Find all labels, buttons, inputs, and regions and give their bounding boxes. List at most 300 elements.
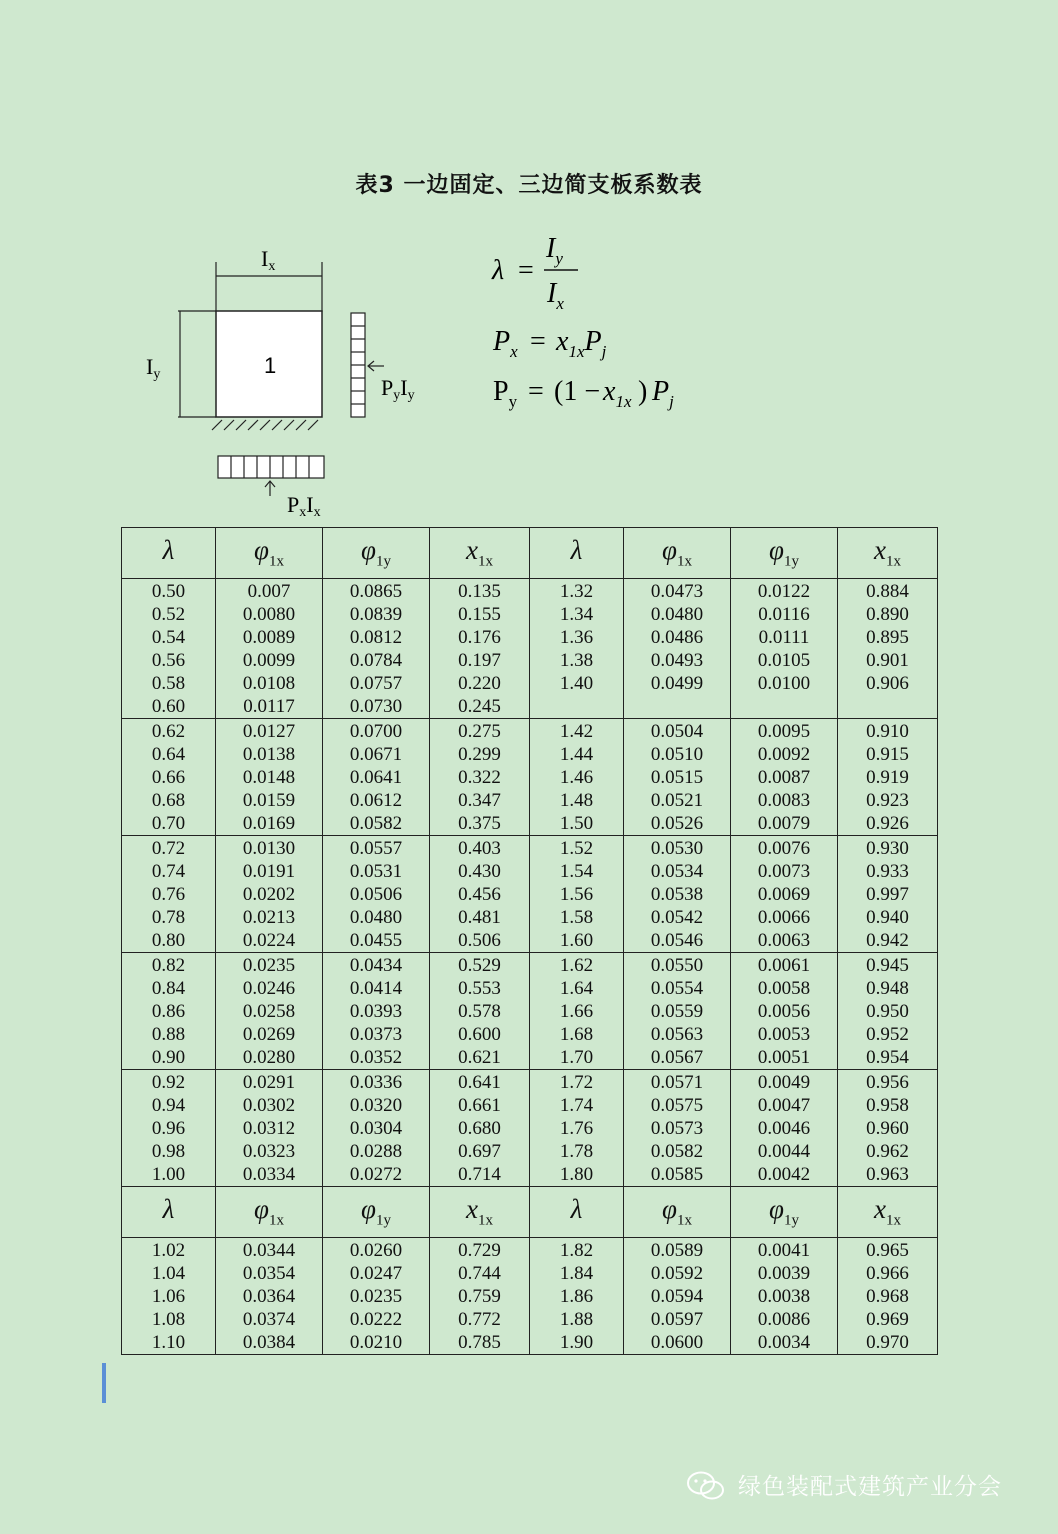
col-header: λ	[530, 1187, 624, 1238]
cell-value: 0.0280	[242, 1047, 296, 1068]
table-cell	[430, 953, 530, 1070]
cell-value: 1.66	[559, 1001, 594, 1022]
cell-value: 1.64	[559, 978, 594, 999]
cell-value: 1.76	[559, 1118, 594, 1139]
cell-value: 0.0531	[349, 861, 403, 882]
cell-value: 0.0812	[349, 627, 403, 648]
cell-value: 0.680	[458, 1118, 501, 1139]
cell-value: 0.960	[866, 1118, 909, 1139]
col-header: $x_{1x}$	[838, 528, 938, 579]
cell-value: 0.0235	[349, 1286, 403, 1307]
px-label: PxIx	[287, 492, 321, 520]
cell-value: 0.785	[458, 1332, 501, 1353]
cell-value: 0.0582	[349, 813, 403, 834]
cell-value: 0.0041	[757, 1240, 811, 1261]
cell-value: 0.0455	[349, 930, 403, 951]
cell-value: 0.0499	[650, 673, 704, 694]
cell-value: 0.954	[866, 1047, 909, 1068]
cell-value: 0.884	[866, 581, 909, 602]
cell-value: 0.0521	[650, 790, 704, 811]
table-cell	[323, 836, 430, 953]
cell-value: 1.00	[151, 1164, 186, 1185]
cell-value: 0.0865	[349, 581, 403, 602]
table-cell	[838, 953, 938, 1070]
cell-value: 1.32	[559, 581, 594, 602]
cell-value: 0.0550	[650, 955, 704, 976]
cell-value: 0.430	[458, 861, 501, 882]
cell-value: 0.0061	[757, 955, 811, 976]
cell-value: 0.958	[866, 1095, 909, 1116]
cell-value: 0.0563	[650, 1024, 704, 1045]
cell-value: 0.0191	[242, 861, 296, 882]
cell-value: 0.0600	[650, 1332, 704, 1353]
cell-value: 0.962	[866, 1141, 909, 1162]
cell-value: 0.970	[866, 1332, 909, 1353]
cell-value: 0.0589	[650, 1240, 704, 1261]
table-cell	[624, 719, 731, 836]
panel-number: 1	[264, 353, 277, 378]
col-header: λ	[122, 1187, 216, 1238]
cell-value: 0.0044	[757, 1141, 811, 1162]
table-cell	[216, 1238, 323, 1355]
cell-value: 0.96	[151, 1118, 186, 1139]
table-cell	[731, 1070, 838, 1187]
table-cell	[323, 719, 430, 836]
cell-value: 0.923	[866, 790, 909, 811]
cell-value: 1.50	[559, 813, 594, 834]
cell-value: 0.0047	[757, 1095, 811, 1116]
table-cell	[838, 1238, 938, 1355]
py-label: PyIy	[381, 375, 415, 403]
cell-value: 0.940	[866, 907, 909, 928]
table-cell	[731, 719, 838, 836]
svg-text:Iy: $I_y$	[546, 233, 563, 268]
cell-value: 0.0571	[650, 1072, 704, 1093]
table-cell	[430, 1070, 530, 1187]
cell-value: 0.60	[151, 696, 186, 717]
cell-value: 0.553	[458, 978, 501, 999]
table-cell	[624, 836, 731, 953]
cell-value: 0.0213	[242, 907, 296, 928]
cell-value: 0.956	[866, 1072, 909, 1093]
cell-value: 0.0046	[757, 1118, 811, 1139]
cell-value: 1.70	[559, 1047, 594, 1068]
col-header: $x_{1x}$	[430, 528, 530, 579]
cell-value: 1.42	[559, 721, 594, 742]
svg-text:=: =	[530, 326, 546, 357]
cell-value: 0.0364	[242, 1286, 296, 1307]
cell-value: 0.0542	[650, 907, 704, 928]
cell-value: 0.245	[458, 696, 501, 717]
cell-value: 0.403	[458, 838, 501, 859]
svg-text:x1xPj: $x_{1x}P_j$	[556, 326, 607, 361]
cell-value: 0.529	[458, 955, 501, 976]
cell-value: 0.997	[866, 884, 909, 905]
px-arrow-icon	[265, 481, 275, 496]
table-cell	[838, 579, 938, 719]
table-cell	[838, 1070, 938, 1187]
cell-value: 0.0538	[650, 884, 704, 905]
cell-value: 0.0222	[349, 1309, 403, 1330]
cell-value: 0.0034	[757, 1332, 811, 1353]
table-cell	[122, 1238, 216, 1355]
cell-value: 0.0757	[349, 673, 403, 694]
cell-value: 1.36	[559, 627, 594, 648]
cell-value: 0.62	[151, 721, 186, 742]
cell-value: 0.0100	[757, 673, 811, 694]
svg-text:(1 −: (1 −	[554, 376, 601, 407]
cell-value: 0.0288	[349, 1141, 403, 1162]
cell-value: 0.0099	[242, 650, 296, 671]
cell-value: 0.0582	[650, 1141, 704, 1162]
cell-value: 0.0224	[242, 930, 296, 951]
table-cell	[122, 579, 216, 719]
watermark-text: 绿色装配式建筑产业分会	[738, 1474, 1002, 1500]
cell-value: 0.0730	[349, 696, 403, 717]
cell-value: 0.950	[866, 1001, 909, 1022]
cell-value: 0.0323	[242, 1141, 296, 1162]
cell-value: 1.40	[559, 673, 594, 694]
cell-value: 0.890	[866, 604, 909, 625]
cell-value: 0.0354	[242, 1263, 296, 1284]
cell-value: 0.94	[151, 1095, 186, 1116]
cell-value: 1.56	[559, 884, 594, 905]
cell-value: 0.0374	[242, 1309, 296, 1330]
cell-value: 1.34	[559, 604, 594, 625]
cell-value: 0.176	[458, 627, 501, 648]
cell-value: 0.933	[866, 861, 909, 882]
cell-value: 0.578	[458, 1001, 501, 1022]
cell-value: 0.0049	[757, 1072, 811, 1093]
cell-value: 0.744	[458, 1263, 501, 1284]
table-cell	[323, 579, 430, 719]
cell-value: 0.942	[866, 930, 909, 951]
svg-text:x1x: $x_{1x}$	[603, 376, 632, 411]
cell-value: 0.58	[151, 673, 186, 694]
cell-value: 0.0092	[757, 744, 811, 765]
cell-value: 0.0700	[349, 721, 403, 742]
table-cell	[731, 579, 838, 719]
cell-value: 0.0393	[349, 1001, 403, 1022]
cell-value: 0.72	[151, 838, 186, 859]
cell-value: 0.0051	[757, 1047, 811, 1068]
table-cell	[122, 719, 216, 836]
cell-value: 1.74	[559, 1095, 594, 1116]
table-row-group	[122, 719, 938, 836]
cell-value: 1.90	[559, 1332, 594, 1353]
cell-value: 0.0073	[757, 861, 811, 882]
table-cell	[323, 1238, 430, 1355]
cell-value: 0.0344	[242, 1240, 296, 1261]
cell-value: 0.0089	[242, 627, 296, 648]
cell-value: 0.0612	[349, 790, 403, 811]
cell-value: 0.0083	[757, 790, 811, 811]
cell-value: 0.930	[866, 838, 909, 859]
cell-value: 0.0079	[757, 813, 811, 834]
coefficient-table	[121, 527, 938, 1355]
cell-value: 0.0567	[650, 1047, 704, 1068]
table-cell	[530, 836, 624, 953]
table-cell	[122, 953, 216, 1070]
cell-value: 1.06	[151, 1286, 186, 1307]
cell-value: 1.02	[151, 1240, 186, 1261]
cell-value: 0.0202	[242, 884, 296, 905]
table-cell	[430, 719, 530, 836]
cell-value: 0.0597	[650, 1309, 704, 1330]
cell-value: 0.220	[458, 673, 501, 694]
cell-value: 0.714	[458, 1164, 501, 1185]
cell-value: 0.0038	[757, 1286, 811, 1307]
svg-text:): )	[638, 376, 648, 407]
table-cell	[430, 836, 530, 953]
cell-value: 0.0042	[757, 1164, 811, 1185]
svg-text:λ: λ	[492, 255, 505, 286]
cell-value: 0.68	[151, 790, 186, 811]
cell-value: 0.0087	[757, 767, 811, 788]
cell-value: 0.0210	[349, 1332, 403, 1353]
cell-value: 0.0122	[757, 581, 811, 602]
cell-value: 0.0839	[349, 604, 403, 625]
table-cell	[530, 579, 624, 719]
lx-label: Ix	[261, 246, 276, 274]
table-cell	[216, 1070, 323, 1187]
col-header: $\varphi_{1y}$	[731, 1187, 838, 1238]
cell-value: 0.0554	[650, 978, 704, 999]
cell-value: 1.08	[151, 1309, 186, 1330]
table-cell	[122, 1070, 216, 1187]
cell-value: 0.86	[151, 1001, 186, 1022]
cell-value: 0.0434	[349, 955, 403, 976]
cell-value: 0.007	[247, 581, 291, 602]
cell-value: 0.0784	[349, 650, 403, 671]
cell-value: 0.275	[458, 721, 501, 742]
table-cell	[731, 953, 838, 1070]
svg-text:Ix: $I_x$	[547, 278, 564, 313]
cell-value: 0.0493	[650, 650, 704, 671]
cell-value: 0.0108	[242, 673, 296, 694]
table-header-row	[122, 528, 938, 579]
cell-value: 0.299	[458, 744, 501, 765]
cell-value: 0.135	[458, 581, 501, 602]
col-header: $\varphi_{1x}$	[624, 1187, 731, 1238]
cell-value: 0.0063	[757, 930, 811, 951]
cell-value: 0.0334	[242, 1164, 296, 1185]
cell-value: 0.729	[458, 1240, 501, 1261]
cell-value: 0.0557	[349, 838, 403, 859]
table-cell	[530, 719, 624, 836]
cell-value: 0.910	[866, 721, 909, 742]
table-row-group	[122, 1238, 938, 1355]
table-cell	[530, 1238, 624, 1355]
cell-value: 0.697	[458, 1141, 501, 1162]
cell-value: 0.322	[458, 767, 501, 788]
page-title: 表3 一边固定、三边简支板系数表	[355, 173, 703, 198]
cell-value: 0.966	[866, 1263, 909, 1284]
cell-value: 1.82	[559, 1240, 594, 1261]
table-cell	[731, 1238, 838, 1355]
cell-value: 1.84	[559, 1263, 594, 1284]
cell-value: 0.70	[151, 813, 186, 834]
table-cell	[838, 836, 938, 953]
cell-value: 0.88	[151, 1024, 186, 1045]
cell-value: 0.0534	[650, 861, 704, 882]
ly-label: Iy	[146, 354, 161, 382]
cell-value: 0.0080	[242, 604, 296, 625]
col-header: λ	[122, 528, 216, 579]
cell-value: 0.0058	[757, 978, 811, 999]
cell-value: 0.901	[866, 650, 909, 671]
cell-value: 0.0056	[757, 1001, 811, 1022]
cell-value: 0.66	[151, 767, 186, 788]
cell-value: 0.0671	[349, 744, 403, 765]
col-header: $x_{1x}$	[838, 1187, 938, 1238]
table-cell	[624, 953, 731, 1070]
cell-value: 0.600	[458, 1024, 501, 1045]
cell-value: 0.0530	[650, 838, 704, 859]
cell-value: 0.78	[151, 907, 186, 928]
cell-value: 1.52	[559, 838, 594, 859]
cell-value: 0.0130	[242, 838, 296, 859]
cell-value: 0.0473	[650, 581, 704, 602]
cell-value: 1.86	[559, 1286, 594, 1307]
cell-value: 0.0506	[349, 884, 403, 905]
cell-value: 0.0148	[242, 767, 296, 788]
cell-value: 0.0414	[349, 978, 403, 999]
cell-value: 1.88	[559, 1309, 594, 1330]
col-header: $\varphi_{1x}$	[624, 528, 731, 579]
cell-value: 0.0320	[349, 1095, 403, 1116]
formula-px	[492, 326, 607, 361]
cell-value: 0.945	[866, 955, 909, 976]
cell-value: 0.968	[866, 1286, 909, 1307]
cell-value: 1.68	[559, 1024, 594, 1045]
px-load-strip	[218, 456, 324, 478]
cell-value: 0.0105	[757, 650, 811, 671]
col-header: $\varphi_{1y}$	[323, 528, 430, 579]
cell-value: 0.74	[151, 861, 186, 882]
cell-value: 0.919	[866, 767, 909, 788]
cell-value: 0.0594	[650, 1286, 704, 1307]
table-cell	[838, 719, 938, 836]
svg-text:Pj: $P_j$	[652, 376, 674, 411]
cell-value: 0.661	[458, 1095, 501, 1116]
cell-value: 0.0302	[242, 1095, 296, 1116]
table-row-group	[122, 953, 938, 1070]
cell-value: 1.72	[559, 1072, 594, 1093]
cell-value: 0.0116	[758, 604, 810, 625]
cell-value: 0.50	[151, 581, 186, 602]
cell-value: 0.0486	[650, 627, 704, 648]
cell-value: 0.895	[866, 627, 909, 648]
table-header-row	[122, 1187, 938, 1238]
col-header: $x_{1x}$	[430, 1187, 530, 1238]
table-cell	[430, 579, 530, 719]
cell-value: 0.76	[151, 884, 186, 905]
cell-value: 1.60	[559, 930, 594, 951]
cell-value: 0.52	[151, 604, 186, 625]
cell-value: 0.0053	[757, 1024, 811, 1045]
cell-value: 1.04	[151, 1263, 186, 1284]
cell-value: 0.0247	[349, 1263, 403, 1284]
cell-value: 0.54	[151, 627, 186, 648]
table-cell	[624, 1238, 731, 1355]
formula-lambda	[491, 233, 578, 313]
svg-text:=: =	[528, 376, 544, 407]
cell-value: 0.948	[866, 978, 909, 999]
cell-value: 0.0575	[650, 1095, 704, 1116]
table-cell	[216, 953, 323, 1070]
cell-value: 0.481	[458, 907, 501, 928]
cell-value: 0.347	[458, 790, 501, 811]
cell-value: 0.84	[151, 978, 186, 999]
cell-value: 0.0095	[757, 721, 811, 742]
cell-value: 0.0384	[242, 1332, 296, 1353]
cell-value: 1.80	[559, 1164, 594, 1185]
table-cell	[122, 836, 216, 953]
cell-value: 0.0304	[349, 1118, 403, 1139]
formula-py	[493, 376, 674, 411]
col-header: $\varphi_{1y}$	[323, 1187, 430, 1238]
cell-value: 0.0169	[242, 813, 296, 834]
cell-value: 1.44	[559, 744, 594, 765]
cell-value: 0.0480	[349, 907, 403, 928]
cell-value: 0.641	[458, 1072, 501, 1093]
cell-value: 0.82	[151, 955, 186, 976]
cell-value: 0.0260	[349, 1240, 403, 1261]
cell-value: 0.772	[458, 1309, 501, 1330]
cell-value: 0.0480	[650, 604, 704, 625]
cell-value: 0.56	[151, 650, 186, 671]
col-header: $\varphi_{1y}$	[731, 528, 838, 579]
cell-value: 0.0585	[650, 1164, 704, 1185]
cell-value: 0.0066	[757, 907, 811, 928]
cell-value: 0.0127	[242, 721, 296, 742]
table-cell	[216, 719, 323, 836]
wechat-icon	[686, 1470, 726, 1502]
cell-value: 0.0138	[242, 744, 296, 765]
cell-value: 0.0546	[650, 930, 704, 951]
cell-value: 0.0336	[349, 1072, 403, 1093]
col-header: λ	[530, 528, 624, 579]
cell-value: 0.926	[866, 813, 909, 834]
cell-value: 1.48	[559, 790, 594, 811]
cell-value: 0.375	[458, 813, 501, 834]
cell-value: 0.969	[866, 1309, 909, 1330]
cell-value: 0.952	[866, 1024, 909, 1045]
cell-value: 0.506	[458, 930, 501, 951]
cell-value: 0.456	[458, 884, 501, 905]
formulas	[0, 0, 1058, 430]
table-cell	[530, 1070, 624, 1187]
cell-value: 0.0159	[242, 790, 296, 811]
col-header: $\varphi_{1x}$	[216, 528, 323, 579]
cell-value: 0.80	[151, 930, 186, 951]
cell-value: 0.0272	[349, 1164, 403, 1185]
cell-value: 0.759	[458, 1286, 501, 1307]
cell-value: 0.965	[866, 1240, 909, 1261]
cell-value: 0.0526	[650, 813, 704, 834]
cell-value: 0.915	[866, 744, 909, 765]
table-cell	[731, 836, 838, 953]
cell-value: 0.0086	[757, 1309, 811, 1330]
cell-value: 0.0291	[242, 1072, 296, 1093]
col-header: $\varphi_{1x}$	[216, 1187, 323, 1238]
cell-value: 0.98	[151, 1141, 186, 1162]
cell-value: 0.621	[458, 1047, 501, 1068]
cell-value: 0.0111	[758, 627, 810, 648]
cell-value: 0.197	[458, 650, 501, 671]
cell-value: 0.0117	[243, 696, 295, 717]
